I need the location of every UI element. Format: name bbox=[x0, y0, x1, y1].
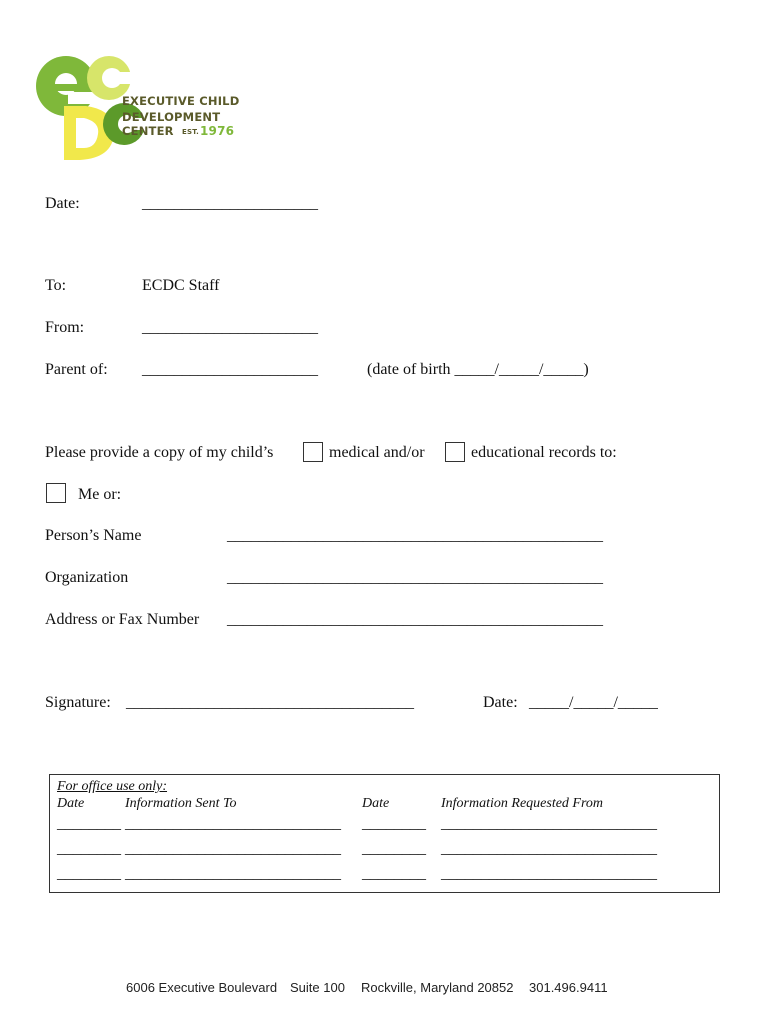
dob-field[interactable]: (date of birth _____/_____/_____) bbox=[367, 361, 589, 378]
signature-date-label: Date: bbox=[483, 694, 518, 711]
signature-date-field[interactable]: _____/_____/_____ bbox=[529, 694, 658, 711]
logo-line1: EXECUTIVE CHILD bbox=[122, 94, 240, 108]
address-field[interactable]: _______________________________________________ bbox=[227, 611, 603, 628]
person-name-field[interactable]: _______________________________________________ bbox=[227, 527, 603, 544]
footer-suite: Suite 100 bbox=[290, 980, 345, 995]
office-row3-requested-from[interactable]: ___________________________ bbox=[441, 865, 657, 882]
me-checkbox[interactable] bbox=[46, 483, 66, 503]
office-row2-sent-to[interactable]: ___________________________ bbox=[125, 840, 341, 857]
office-col-date-requested: Date bbox=[362, 796, 390, 811]
medical-label: medical and/or bbox=[329, 444, 425, 461]
office-row2-date-sent[interactable]: ________ bbox=[57, 840, 121, 857]
office-row1-sent-to[interactable]: ___________________________ bbox=[125, 815, 341, 832]
office-row3-sent-to[interactable]: ___________________________ bbox=[125, 865, 341, 882]
from-field[interactable]: ______________________ bbox=[142, 319, 318, 336]
office-row2-requested-from[interactable]: ___________________________ bbox=[441, 840, 657, 857]
logo-year: 1976 bbox=[200, 124, 235, 138]
organization-field[interactable]: _______________________________________________ bbox=[227, 569, 603, 586]
to-label: To: bbox=[45, 277, 67, 294]
office-col-sent-to: Information Sent To bbox=[125, 796, 237, 811]
parent-label: Parent of: bbox=[45, 361, 108, 378]
office-use-title: For office use only: bbox=[57, 779, 168, 794]
logo-line2: DEVELOPMENT CENTER bbox=[122, 110, 221, 138]
logo-est: EST. bbox=[182, 128, 199, 136]
address-label: Address or Fax Number bbox=[45, 611, 200, 628]
office-row3-date-requested[interactable]: ________ bbox=[362, 865, 426, 882]
office-row3-date-sent[interactable]: ________ bbox=[57, 865, 121, 882]
parent-field[interactable]: ______________________ bbox=[142, 361, 318, 378]
educational-checkbox[interactable] bbox=[445, 442, 465, 462]
from-label: From: bbox=[45, 319, 85, 336]
footer-phone: 301.496.9411 bbox=[529, 980, 608, 995]
office-col-requested-from: Information Requested From bbox=[441, 796, 604, 811]
request-text: Please provide a copy of my child’s bbox=[45, 444, 274, 461]
office-row2-date-requested[interactable]: ________ bbox=[362, 840, 426, 857]
footer-city: Rockville, Maryland 20852 bbox=[361, 980, 514, 995]
to-value: ECDC Staff bbox=[142, 277, 220, 294]
signature-field[interactable]: ____________________________________ bbox=[126, 694, 414, 711]
office-col-date-sent: Date bbox=[57, 796, 85, 811]
office-use-box bbox=[49, 774, 720, 893]
me-or-label: Me or: bbox=[78, 486, 122, 503]
office-row1-requested-from[interactable]: ___________________________ bbox=[441, 815, 657, 832]
office-row1-date-requested[interactable]: ________ bbox=[362, 815, 426, 832]
date-field[interactable]: ______________________ bbox=[142, 195, 318, 212]
medical-checkbox[interactable] bbox=[303, 442, 323, 462]
educational-label: educational records to: bbox=[471, 444, 617, 461]
signature-label: Signature: bbox=[45, 694, 111, 711]
organization-label: Organization bbox=[45, 569, 129, 586]
person-name-label: Person’s Name bbox=[45, 527, 142, 544]
date-label: Date: bbox=[45, 195, 80, 212]
footer-address: 6006 Executive Boulevard bbox=[126, 980, 278, 995]
office-row1-date-sent[interactable]: ________ bbox=[57, 815, 121, 832]
ecdc-logo bbox=[30, 44, 260, 169]
